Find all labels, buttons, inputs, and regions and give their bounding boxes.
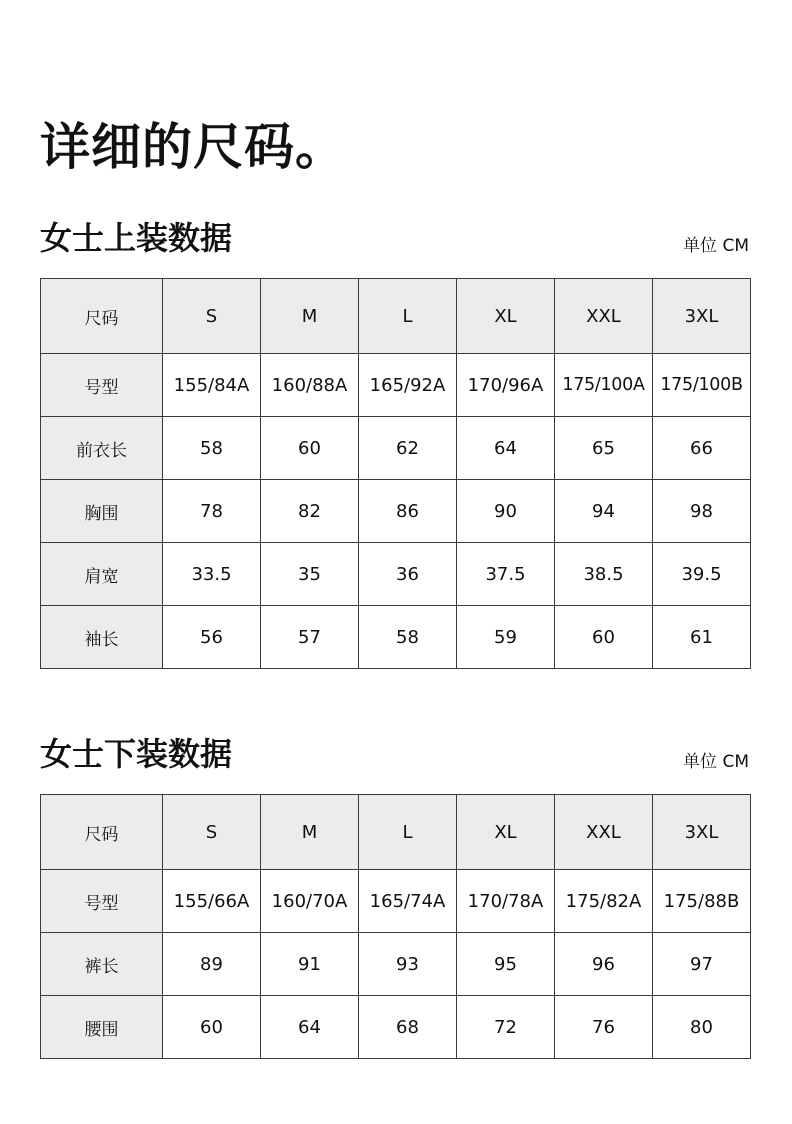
row-label: 裤长 [41,933,163,996]
tops-header-row [41,279,751,354]
table-cell: 175/82A [555,870,653,933]
row-label: 前衣长 [41,417,163,480]
bottoms-header-cell: 尺码 [41,795,163,870]
table-cell: 62 [359,417,457,480]
table-cell: 97 [653,933,751,996]
table-cell: 61 [653,606,751,669]
table-cell: 94 [555,480,653,543]
tops-header-cell: S [163,279,261,354]
table-cell: 175/100A [555,354,653,417]
table-cell: 60 [163,996,261,1059]
table-cell: 175/88B [653,870,751,933]
row-label: 号型 [41,354,163,417]
tops-header-cell: 3XL [653,279,751,354]
table-cell: 160/88A [261,354,359,417]
page-title: 详细的尺码。 [40,118,346,176]
table-cell: 37.5 [457,543,555,606]
table-cell: 93 [359,933,457,996]
table-cell: 65 [555,417,653,480]
row-label: 肩宽 [41,543,163,606]
table-cell: 175/100B [653,354,751,417]
table-cell: 72 [457,996,555,1059]
table-cell: 38.5 [555,543,653,606]
tops-header-cell: XL [457,279,555,354]
table-row [41,996,751,1059]
tops-section-title: 女士上装数据 [40,219,233,257]
table-cell: 78 [163,480,261,543]
tops-header-cell: M [261,279,359,354]
row-label: 号型 [41,870,163,933]
table-cell: 165/74A [359,870,457,933]
bottoms-section-title: 女士下装数据 [40,735,233,773]
table-row [41,543,751,606]
table-cell: 155/84A [163,354,261,417]
bottoms-header-cell: M [261,795,359,870]
table-cell: 35 [261,543,359,606]
table-cell: 90 [457,480,555,543]
table-row [41,870,751,933]
table-cell: 33.5 [163,543,261,606]
table-row [41,933,751,996]
table-row [41,606,751,669]
table-cell: 36 [359,543,457,606]
table-row [41,354,751,417]
tops-header-cell: XXL [555,279,653,354]
table-cell: 80 [653,996,751,1059]
row-label: 袖长 [41,606,163,669]
bottoms-unit-label: 单位 CM [683,752,749,772]
table-cell: 170/96A [457,354,555,417]
table-cell: 57 [261,606,359,669]
table-cell: 39.5 [653,543,751,606]
table-cell: 89 [163,933,261,996]
tops-header-cell: L [359,279,457,354]
bottoms-header-row [41,795,751,870]
bottoms-header-cell: XXL [555,795,653,870]
table-cell: 64 [457,417,555,480]
table-cell: 56 [163,606,261,669]
table-cell: 170/78A [457,870,555,933]
table-cell: 68 [359,996,457,1059]
bottoms-header-cell: 3XL [653,795,751,870]
bottoms-header-cell: L [359,795,457,870]
bottoms-header-cell: XL [457,795,555,870]
table-cell: 66 [653,417,751,480]
table-cell: 59 [457,606,555,669]
table-cell: 86 [359,480,457,543]
table-cell: 58 [359,606,457,669]
tops-size-table [40,278,751,669]
row-label: 胸围 [41,480,163,543]
bottoms-header-cell: S [163,795,261,870]
table-cell: 165/92A [359,354,457,417]
table-cell: 64 [261,996,359,1059]
tops-header-cell: 尺码 [41,279,163,354]
bottoms-size-table [40,794,751,1059]
table-cell: 91 [261,933,359,996]
table-cell: 96 [555,933,653,996]
table-cell: 60 [261,417,359,480]
table-cell: 60 [555,606,653,669]
table-cell: 95 [457,933,555,996]
table-cell: 58 [163,417,261,480]
table-cell: 155/66A [163,870,261,933]
table-cell: 82 [261,480,359,543]
table-cell: 98 [653,480,751,543]
table-cell: 76 [555,996,653,1059]
tops-unit-label: 单位 CM [683,236,749,256]
table-row [41,417,751,480]
table-cell: 160/70A [261,870,359,933]
row-label: 腰围 [41,996,163,1059]
table-row [41,480,751,543]
